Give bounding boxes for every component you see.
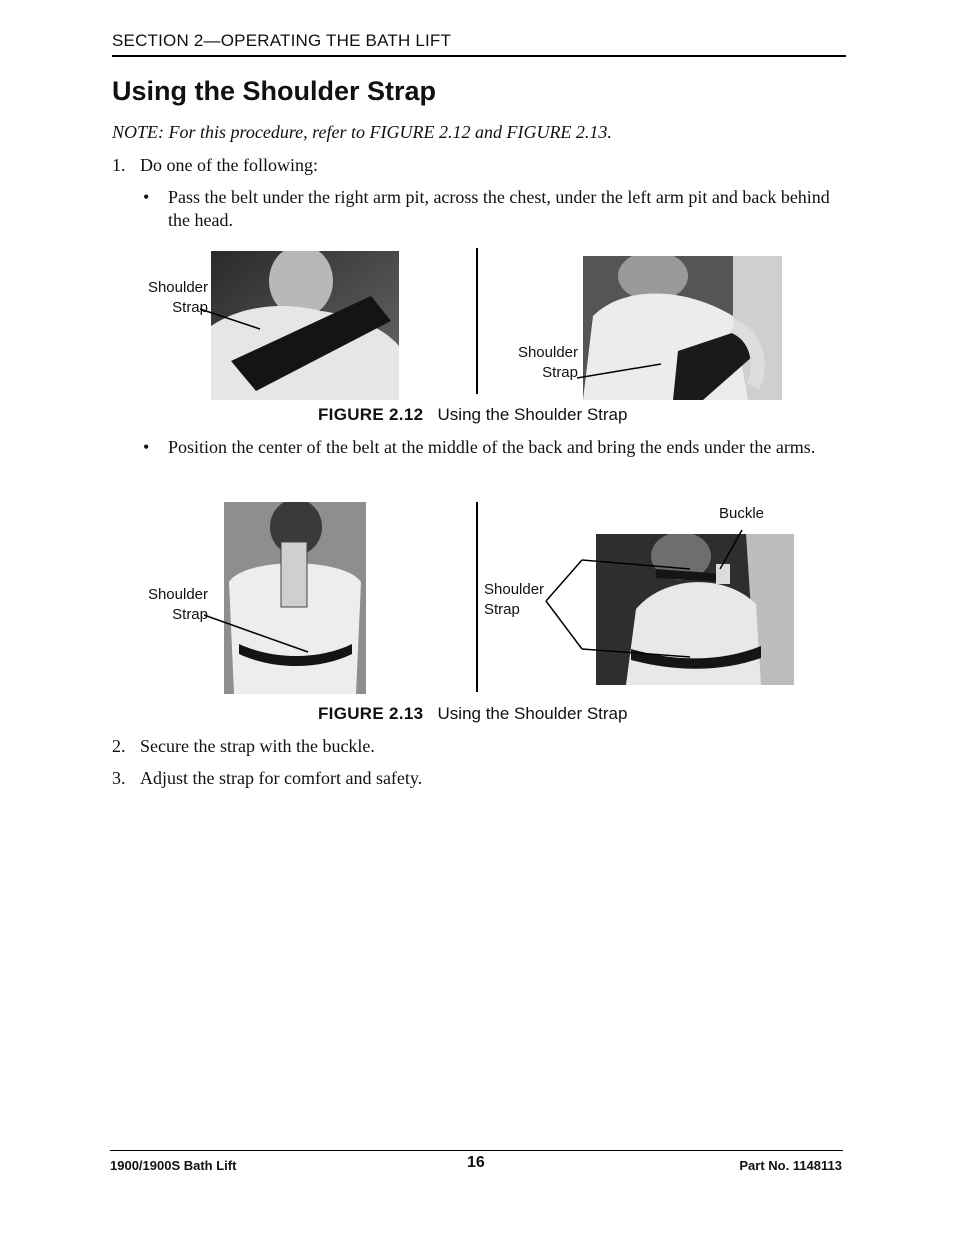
step-3-text: Adjust the strap for comfort and safety. — [140, 768, 423, 788]
section-header: SECTION 2—OPERATING THE BATH LIFT — [112, 31, 452, 50]
footer-page-number: 16 — [467, 1154, 485, 1171]
page-title: Using the Shoulder Strap — [112, 76, 437, 106]
fig213-photo-back — [224, 502, 366, 694]
footer-product: 1900/1900S Bath Lift — [110, 1158, 237, 1173]
fig213-separator — [476, 502, 478, 692]
fig213-right-callout-line1: Shoulder — [484, 581, 545, 598]
fig212-left-callout-line1: Shoulder — [147, 279, 208, 296]
bullet-2-glyph: • — [143, 437, 150, 457]
fig212-right-leader-line — [575, 360, 665, 382]
footer-part-number: Part No. 1148113 — [739, 1158, 842, 1173]
fig213-left-callout-line2: Strap — [172, 606, 208, 623]
fig212-right-callout-line1: Shoulder — [517, 344, 578, 361]
fig213-left-leader-line — [202, 612, 312, 656]
step-3-number: 3. — [112, 768, 126, 788]
fig213-buckle-callout: Buckle — [719, 505, 765, 522]
bullet-1-glyph: • — [143, 187, 150, 207]
step-2-text: Secure the strap with the buckle. — [140, 736, 375, 756]
fig212-right-callout-line2: Strap — [542, 364, 578, 381]
fig213-left-callout — [138, 585, 208, 625]
fig213-caption-text: Using the Shoulder Strap — [437, 704, 628, 723]
note-text: NOTE: For this procedure, refer to FIGURE 2.12 and FIGURE 2.13. — [112, 122, 612, 142]
fig212-right-callout — [508, 343, 578, 383]
fig212-left-callout-line2: Strap — [172, 299, 208, 316]
step-1-text: Do one of the following: — [140, 155, 318, 175]
fig212-caption — [318, 405, 627, 425]
header-rule — [112, 55, 846, 57]
footer-rule — [110, 1150, 843, 1151]
step-2-number: 2. — [112, 736, 126, 756]
fig212-left-leader-line — [198, 305, 268, 335]
step-1-number: 1. — [112, 155, 126, 175]
fig212-label: FIGURE 2.12 — [318, 405, 424, 424]
fig213-left-callout-line1: Shoulder — [147, 586, 208, 603]
fig213-leader-lines — [540, 525, 750, 665]
fig213-right-callout-line2: Strap — [484, 601, 520, 618]
fig212-caption-text: Using the Shoulder Strap — [437, 405, 628, 424]
bullet-1-text: Pass the belt under the right arm pit, across the chest, under the left arm pit and back behind the head. — [168, 187, 830, 230]
fig212-separator — [476, 248, 478, 394]
fig213-caption — [318, 704, 627, 724]
bullet-2-text: Position the center of the belt at the middle of the back and bring the ends under the arms. — [168, 437, 816, 457]
fig213-right-callout — [484, 580, 544, 620]
fig213-label: FIGURE 2.13 — [318, 704, 424, 723]
